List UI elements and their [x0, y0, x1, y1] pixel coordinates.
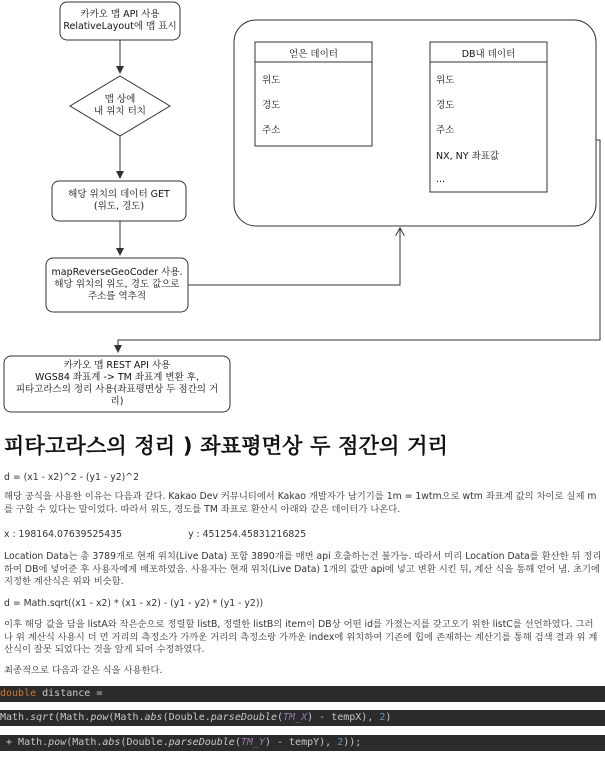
code-keyword-double: double: [0, 688, 37, 699]
c2b: sqrt: [30, 712, 55, 723]
flow-decision-label: [70, 88, 170, 124]
box4-line1: 카카오 맵 REST API 사용: [63, 360, 171, 371]
flow-box-geocoder-label: [46, 258, 188, 312]
c2j: TM_X: [283, 712, 308, 723]
formula-2: d = Math.sqrt((x1 - x2) * (x1 - x2) - (y1 - y2) * (y1 - y2)): [4, 598, 264, 609]
box2-line1: 해당 위치의 데이터 GET: [68, 189, 170, 200]
c2i: (: [276, 712, 284, 723]
decision-line1: 맵 상에: [104, 94, 136, 105]
c2h: parseDouble: [210, 712, 277, 723]
box3-line3: 주소를 역추적: [87, 291, 147, 302]
table-db-row-addr: 주소: [436, 125, 455, 136]
code-line-3: [0, 735, 605, 751]
table-got-row-lat: 위도: [262, 75, 281, 86]
box4-line3: 피타고라스의 정리 사용(좌표평면상 두 점간의 거: [15, 384, 219, 395]
c3g: (: [234, 737, 241, 748]
c3i: ) - tempY),: [264, 737, 338, 748]
c3h: TM_Y: [240, 737, 265, 748]
box1-line2: RelativeLayout에 맵 표시: [63, 21, 177, 32]
c2k: ) - tempX),: [307, 712, 380, 723]
table-got-row-lng: 경도: [262, 100, 281, 111]
flow-box-rest-api-label: [4, 356, 230, 412]
flow-box-get-label: [52, 181, 186, 221]
table-db-row-nxny: NX, NY 좌표값: [436, 151, 500, 162]
box1-line1: 카카오 맵 API 사용: [80, 9, 160, 20]
formula-1: d = (x1 - x2)^2 - (y1 - y2)^2: [4, 472, 139, 483]
c3k: ));: [343, 737, 362, 748]
coordinates: [4, 529, 602, 542]
article-heading: 피타고라스의 정리 ) 좌표평면상 두 점간의 거리: [4, 434, 449, 458]
c2d: pow: [90, 712, 109, 723]
paragraph-3: 이후 해당 값을 담을 listA와 작은순으로 정렬할 listB, 정렬한 listB의 item이 DB상 어떤 id를 가졌는지를 갖고오기 위한 listC를 선언하였다. 그러나 위 계산식 사용시 더 먼 거리의 측정소가 가까운 거리의 측정소랑 가까운 index에 위치하여 기존에 힙에 존재하는 계산기를 통해 검색 결과 위 계산식이 잘못 되었다는 것을 알게 되어 수정하였다.: [4, 619, 598, 655]
c2g: (Double.: [162, 712, 211, 723]
box3-line1: mapReverseGeoCoder 사용.: [51, 267, 183, 278]
box4-line4: 리): [110, 396, 124, 407]
c3b: pow: [48, 737, 67, 748]
decision-line2: 내 위치 터치: [94, 106, 146, 117]
paragraph-4: 최종적으로 다음과 같은 식을 사용한다.: [4, 665, 163, 676]
coord-y: y : 451254.45831216825: [188, 529, 307, 540]
c3d: abs: [102, 737, 121, 748]
c3j: 2: [337, 737, 344, 748]
flow-box-start-label: [60, 2, 180, 40]
c3e: (Double.: [120, 737, 169, 748]
c3a: + Math.: [0, 737, 49, 748]
c2l: 2: [379, 712, 386, 723]
c3c: (Math.: [66, 737, 103, 748]
paragraph-2: Location Data는 총 3789개로 현재 위치(Live Data) 포함 3890개를 매번 api 호출하는건 불가능. 따라서 미리 Location Data를 환산한 뒤 정리하여 DB에 넣어준 후 사용자에게 배포하였음. 사용자는 현재 위치(Live Data) 1개의 값만 api에 넣고 변환 시킨 뒤, 계산 식을 통해 얻어 냄. 초기에 지정한 계산식은 위와 비슷함.: [4, 551, 602, 587]
code-line1-rest: distance =: [36, 688, 103, 699]
table-got-title: 얻은 데이터: [289, 49, 338, 60]
c2m: ): [385, 712, 392, 723]
table-db-row-lat: 위도: [436, 75, 455, 86]
paragraph-1: 해당 공식을 사용한 이유는 다음과 같다. Kakao Dev 커뮤니티에서 Kakao 개발자가 남기기를 1m = 1wtm으로 wtm 좌표계 값의 차이로 실제 m를 구할 수 있다는 말이었다. 따라서 위도, 경도를 TM 좌표로 환산시 아래와 같은 데이터가 나온다.: [4, 491, 597, 515]
coord-x: x : 198164.07639525435: [4, 529, 123, 540]
table-db-row-more: ...: [436, 174, 446, 185]
box4-line2: WGS84 좌표계 -> TM 좌표계 변환 후,: [34, 372, 199, 383]
code-line-1: [0, 686, 605, 702]
table-db-row-lng: 경도: [436, 100, 455, 111]
code-line-2: [0, 710, 605, 726]
c2e: (Math.: [108, 712, 145, 723]
c2f: abs: [144, 712, 163, 723]
c2c: (Math.: [54, 712, 91, 723]
table-db-title: DB내 데이터: [461, 49, 516, 60]
c3f: parseDouble: [168, 737, 235, 748]
box2-line2: (위도, 경도): [93, 201, 145, 212]
table-db-data: [430, 42, 547, 192]
box3-line2: 해당 위치의 위도, 경도 값으로: [54, 279, 180, 290]
c2a: Math.: [0, 712, 31, 723]
table-got-row-addr: 주소: [262, 125, 281, 136]
